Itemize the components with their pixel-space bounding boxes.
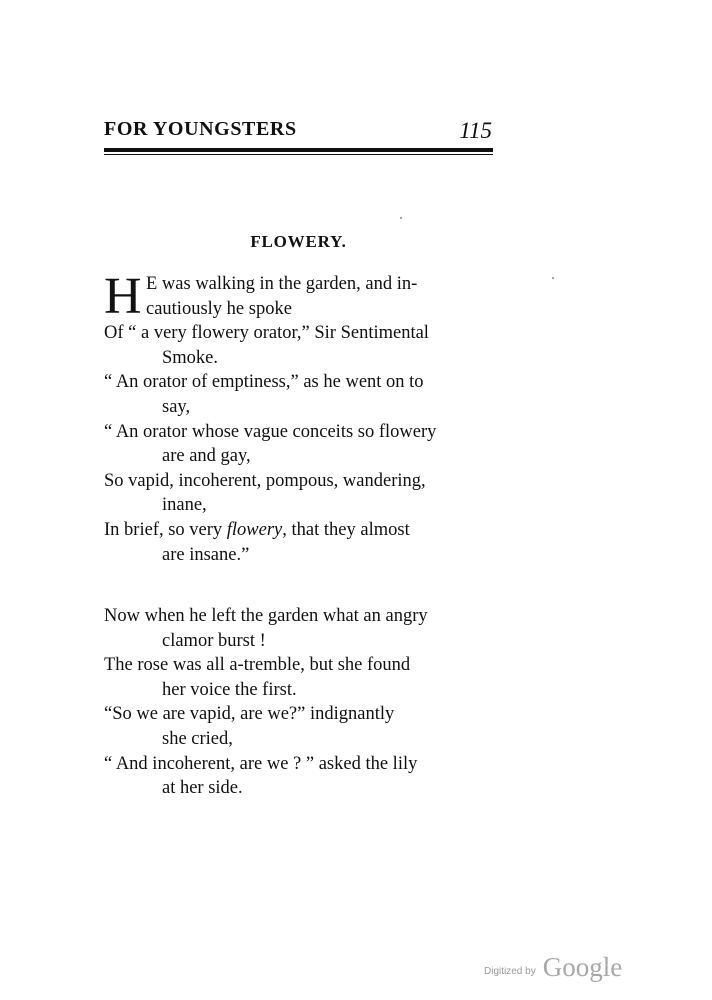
verse-line: “So we are vapid, are we?” indignantly — [104, 704, 395, 725]
stanza-two — [104, 604, 504, 801]
verse-line-turnover: inane, — [162, 495, 207, 516]
verse-line: “ An orator of emptiness,” as he went on to — [104, 372, 424, 393]
verse-line-turnover: cautiously he spoke — [146, 298, 292, 319]
verse-line: “ An orator whose vague conceits so flowery — [104, 421, 437, 442]
google-wordmark: Google — [542, 952, 623, 982]
verse-line-turnover: are and gay, — [162, 446, 251, 467]
verse-line-turnover: say, — [162, 396, 191, 417]
poem-title: FLOWERY. — [250, 232, 347, 251]
paper-speck — [552, 277, 554, 279]
verse-line: Of “ a very flowery orator,” Sir Sentimental — [104, 323, 429, 344]
verse-line-turnover: clamor burst ! — [162, 630, 266, 651]
header-rule-thin — [104, 154, 493, 155]
italic-word: flowery — [226, 519, 283, 540]
header-rule-thick — [104, 148, 493, 152]
page-number: 115 — [459, 118, 492, 143]
digitized-by-label: Digitized by — [484, 966, 536, 977]
running-title: FOR YOUNGSTERS — [104, 118, 297, 140]
verse-line-turnover: at her side. — [162, 778, 243, 799]
verse-line: The rose was all a-tremble, but she found — [104, 655, 411, 676]
verse-text: In brief, so very — [104, 519, 227, 540]
verse-line: E was walking in the garden, and in- — [146, 274, 418, 294]
verse-line-turnover: her voice the first. — [162, 679, 297, 700]
drop-cap: H — [104, 268, 142, 325]
digitization-watermark — [484, 952, 622, 983]
verse-text: , that they almost — [282, 519, 410, 540]
verse-line — [104, 518, 504, 543]
verse-line: Now when he left the garden what an angry — [104, 606, 428, 626]
verse-line-turnover: she cried, — [162, 728, 233, 749]
verse-line-turnover: Smoke. — [162, 347, 219, 368]
verse-line: So vapid, incoherent, pompous, wandering, — [104, 470, 426, 491]
verse-line-turnover: are insane.” — [162, 544, 250, 565]
running-head — [104, 118, 492, 148]
stanza-one — [104, 268, 504, 567]
paper-speck — [400, 217, 402, 219]
verse-line: “ And incoherent, are we ? ” asked the lily — [104, 753, 418, 774]
